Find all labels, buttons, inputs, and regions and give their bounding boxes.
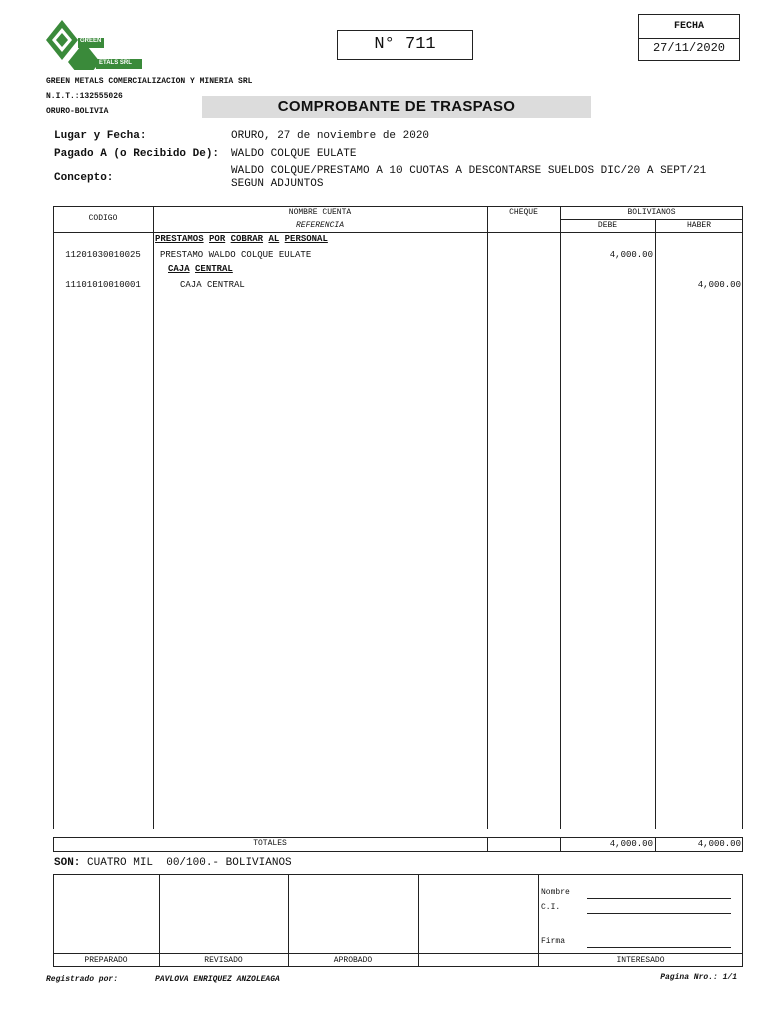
voucher-number: N° 711	[374, 35, 436, 54]
fecha-label: FECHA	[673, 21, 704, 32]
ci-line	[587, 913, 731, 914]
label-aprobado: APROBADO	[333, 956, 373, 965]
nombre-line	[587, 898, 731, 899]
total-debe: 4,000.00	[609, 839, 653, 849]
label-firma: Firma	[541, 937, 566, 946]
group-heading-caja: CAJA CENTRAL	[168, 264, 233, 274]
label-preparado: PREPARADO	[84, 956, 128, 965]
row1-codigo: 11201030010025	[65, 250, 141, 260]
header-cheque: CHEQUE	[509, 208, 538, 217]
concepto-line1: WALDO COLQUE/PRESTAMO A 10 CUOTAS A DESCONTARSE SUELDOS DIC/20 A SEPT/21	[231, 165, 707, 177]
amount-in-words: SON: CUATRO MIL 00/100.- BOLIVIANOS	[54, 857, 292, 869]
row1-debe: 4,000.00	[609, 250, 653, 260]
row2-codigo: 11101010010001	[65, 280, 141, 290]
group-heading-prestamos: PRESTAMOS POR COBRAR AL PERSONAL	[155, 234, 328, 244]
header-referencia: REFERENCIA	[295, 221, 344, 230]
firma-line	[587, 947, 731, 948]
accounts-table	[53, 206, 743, 829]
header-debe: DEBE	[597, 221, 618, 230]
document-title: COMPROBANTE DE TRASPASO	[277, 98, 516, 115]
label-interesado: INTERESADO	[616, 956, 665, 965]
concepto-label: Concepto:	[54, 172, 114, 184]
page-number: Pagina Nro.: 1/1	[660, 973, 737, 982]
header-codigo: CODIGO	[88, 214, 118, 223]
company-logo	[44, 18, 144, 70]
registrado-label: Registrado por:	[46, 975, 119, 984]
company-name: GREEN METALS COMERCIALIZACION Y MINERIA SRL	[46, 77, 253, 86]
label-ci: C.I.	[541, 903, 561, 912]
row2-nombre: CAJA CENTRAL	[180, 280, 245, 290]
header-nombre-cuenta: NOMBRE CUENTA	[288, 208, 352, 217]
header-haber: HABER	[686, 221, 711, 230]
pagado-label: Pagado A (o Recibido De):	[54, 148, 220, 160]
label-revisado: REVISADO	[204, 956, 243, 965]
company-nit: N.I.T.:132555026	[46, 92, 123, 101]
label-nombre: Nombre	[541, 888, 570, 897]
logo-text-line2: ETALS SRL	[99, 60, 132, 66]
pagado-value: WALDO COLQUE EULATE	[231, 148, 357, 160]
lugar-value: ORURO, 27 de noviembre de 2020	[231, 130, 430, 142]
concepto-line2: SEGUN ADJUNTOS	[231, 178, 324, 190]
company-city: ORURO-BOLIVIA	[46, 107, 109, 116]
fecha-value: 27/11/2020	[652, 41, 725, 55]
registrado-value: PAVLOVA ENRIQUEZ ANZOLEAGA	[155, 975, 280, 984]
row2-haber: 4,000.00	[697, 280, 741, 290]
header-bolivianos: BOLIVIANOS	[627, 208, 676, 217]
lugar-label: Lugar y Fecha:	[54, 130, 147, 142]
logo-text-line1: GREEN	[80, 38, 102, 44]
row1-nombre: PRESTAMO WALDO COLQUE EULATE	[160, 250, 312, 260]
total-haber: 4,000.00	[697, 839, 741, 849]
totals-label: TOTALES	[253, 839, 287, 848]
